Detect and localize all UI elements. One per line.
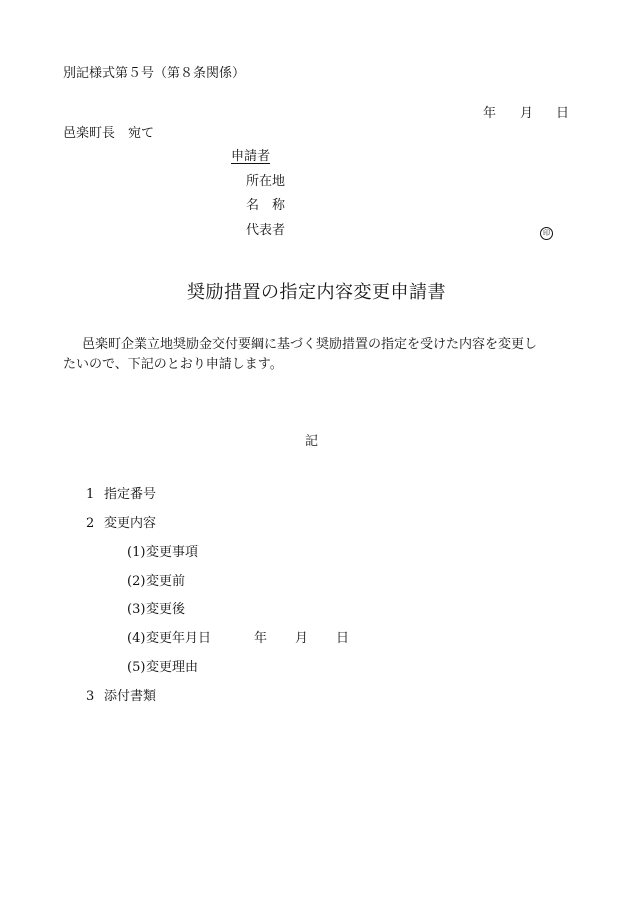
addressee: 邑楽町長 宛て [63,126,155,141]
name-label: 名 称 [246,198,286,213]
applicant-heading: 申請者 [231,149,271,164]
subitem-label: 変更年月日 [146,631,212,646]
item-label: 変更内容 [104,516,157,531]
subitem-number: (2) [127,574,146,589]
ki-heading: 記 [305,434,319,449]
change-day-label: 日 [336,631,350,646]
representative-label: 代表者 [246,223,286,238]
subitem-label: 変更前 [146,574,186,589]
seal-icon: 印 [540,227,553,240]
item-number: 3 [86,689,95,704]
seal-mark [540,224,553,240]
body-line-2: たいので、下記のとおり申請します。 [63,357,283,372]
date-month-label: 月 [520,106,534,121]
date-year-label: 年 [483,106,497,121]
body-line-1: 邑楽町企業立地奨励金交付要綱に基づく奨励措置の指定を受けた内容を変更し [82,337,538,352]
subitem-label: 変更理由 [146,660,199,675]
subitem-number: (4) [127,631,146,646]
subitem-number: (5) [127,660,146,675]
date-day-label: 日 [556,106,570,121]
item-label: 添付書類 [104,689,157,704]
change-year-label: 年 [254,631,268,646]
item-number: 2 [86,516,95,531]
change-month-label: 月 [295,631,309,646]
address-label: 所在地 [246,174,286,189]
subitem-label: 変更後 [146,602,186,617]
subitem-label: 変更事項 [146,545,199,560]
form-reference: 別記様式第５号（第８条関係） [63,66,246,81]
subitem-number: (3) [127,602,146,617]
subitem-number: (1) [127,545,146,560]
item-label: 指定番号 [104,487,157,502]
document-title: 奨励措置の指定内容変更申請書 [187,282,446,303]
item-number: 1 [86,487,95,502]
